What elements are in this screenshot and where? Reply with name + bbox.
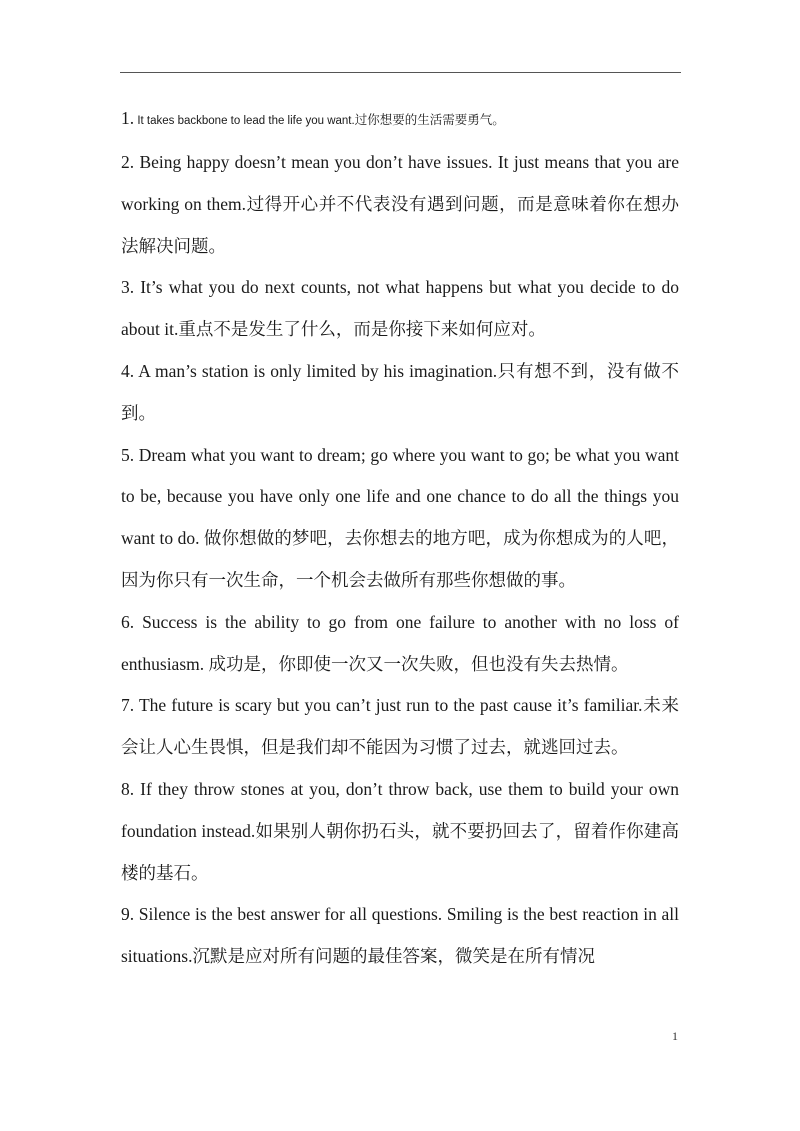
quote-item-8 <box>121 769 679 894</box>
quote-number: 3. <box>121 277 135 298</box>
quote-number: 8. <box>121 778 135 799</box>
quote-text: Dream what you want to dream; go where you want to go; be what you want to be, because you have only one life and one chance to do all the things you want to do. 做你想做的梦吧，去你想去的地方吧，成为你想成为的人吧，因为你只有一次生命，一个机会去做所有那些你想做的事。 <box>121 444 679 590</box>
quote-number: 1. <box>121 108 135 128</box>
quote-text: Success is the ability to go from one failure to another with no loss of enthusiasm. 成功是，你即使一次又一次失败，但也没有失去热情。 <box>121 611 679 674</box>
quote-number: 9. <box>121 904 135 925</box>
quote-item-7 <box>121 685 679 769</box>
quote-item-2 <box>121 142 679 267</box>
header-rule <box>120 72 681 73</box>
quote-text-en: It takes backbone to lead the life you want. <box>134 115 355 127</box>
quote-item-6 <box>121 602 679 686</box>
quote-item-5 <box>121 435 679 602</box>
quote-text: The future is scary but you can’t just run to the past cause it’s familiar.未来会让人心生畏惧，但是我们却不能因为习惯了过去，就逃回过去。 <box>121 695 679 758</box>
quote-text: Silence is the best answer for all questions. Smiling is the best reaction in all situations.沉默是应对所有问题的最佳答案，微笑是在所有情况 <box>121 904 679 967</box>
quote-number: 6. <box>121 611 135 632</box>
quote-text: It’s what you do next counts, not what happens but what you decide to do about it.重点不是发生了什么，而是你接下来如何应对。 <box>121 277 679 340</box>
quote-text: A man’s station is only limited by his imagination.只有想不到，没有做不到。 <box>121 360 679 423</box>
quote-item-9 <box>121 894 679 978</box>
quote-item-3 <box>121 267 679 351</box>
quote-text: If they throw stones at you, don’t throw back, use them to build your own foundation instead.如果别人朝你扔石头，就不要扔回去了，留着作你建高楼的基石。 <box>121 778 679 883</box>
quote-number: 7. <box>121 695 135 716</box>
quote-text-zh: 过你想要的生活需要勇气。 <box>354 113 505 127</box>
quote-number: 2. <box>121 152 135 172</box>
quote-number: 4. <box>121 360 135 381</box>
document-body <box>121 97 679 978</box>
quote-item-1 <box>121 97 679 142</box>
quote-text: Being happy doesn’t mean you don’t have issues. It just means that you are working on them.过得开心并不代表没有遇到问题，而是意味着你在想办法解决问题。 <box>121 152 679 256</box>
quote-number: 5. <box>121 444 135 465</box>
page-number: 1 <box>672 1029 678 1043</box>
quote-item-4 <box>121 351 679 435</box>
